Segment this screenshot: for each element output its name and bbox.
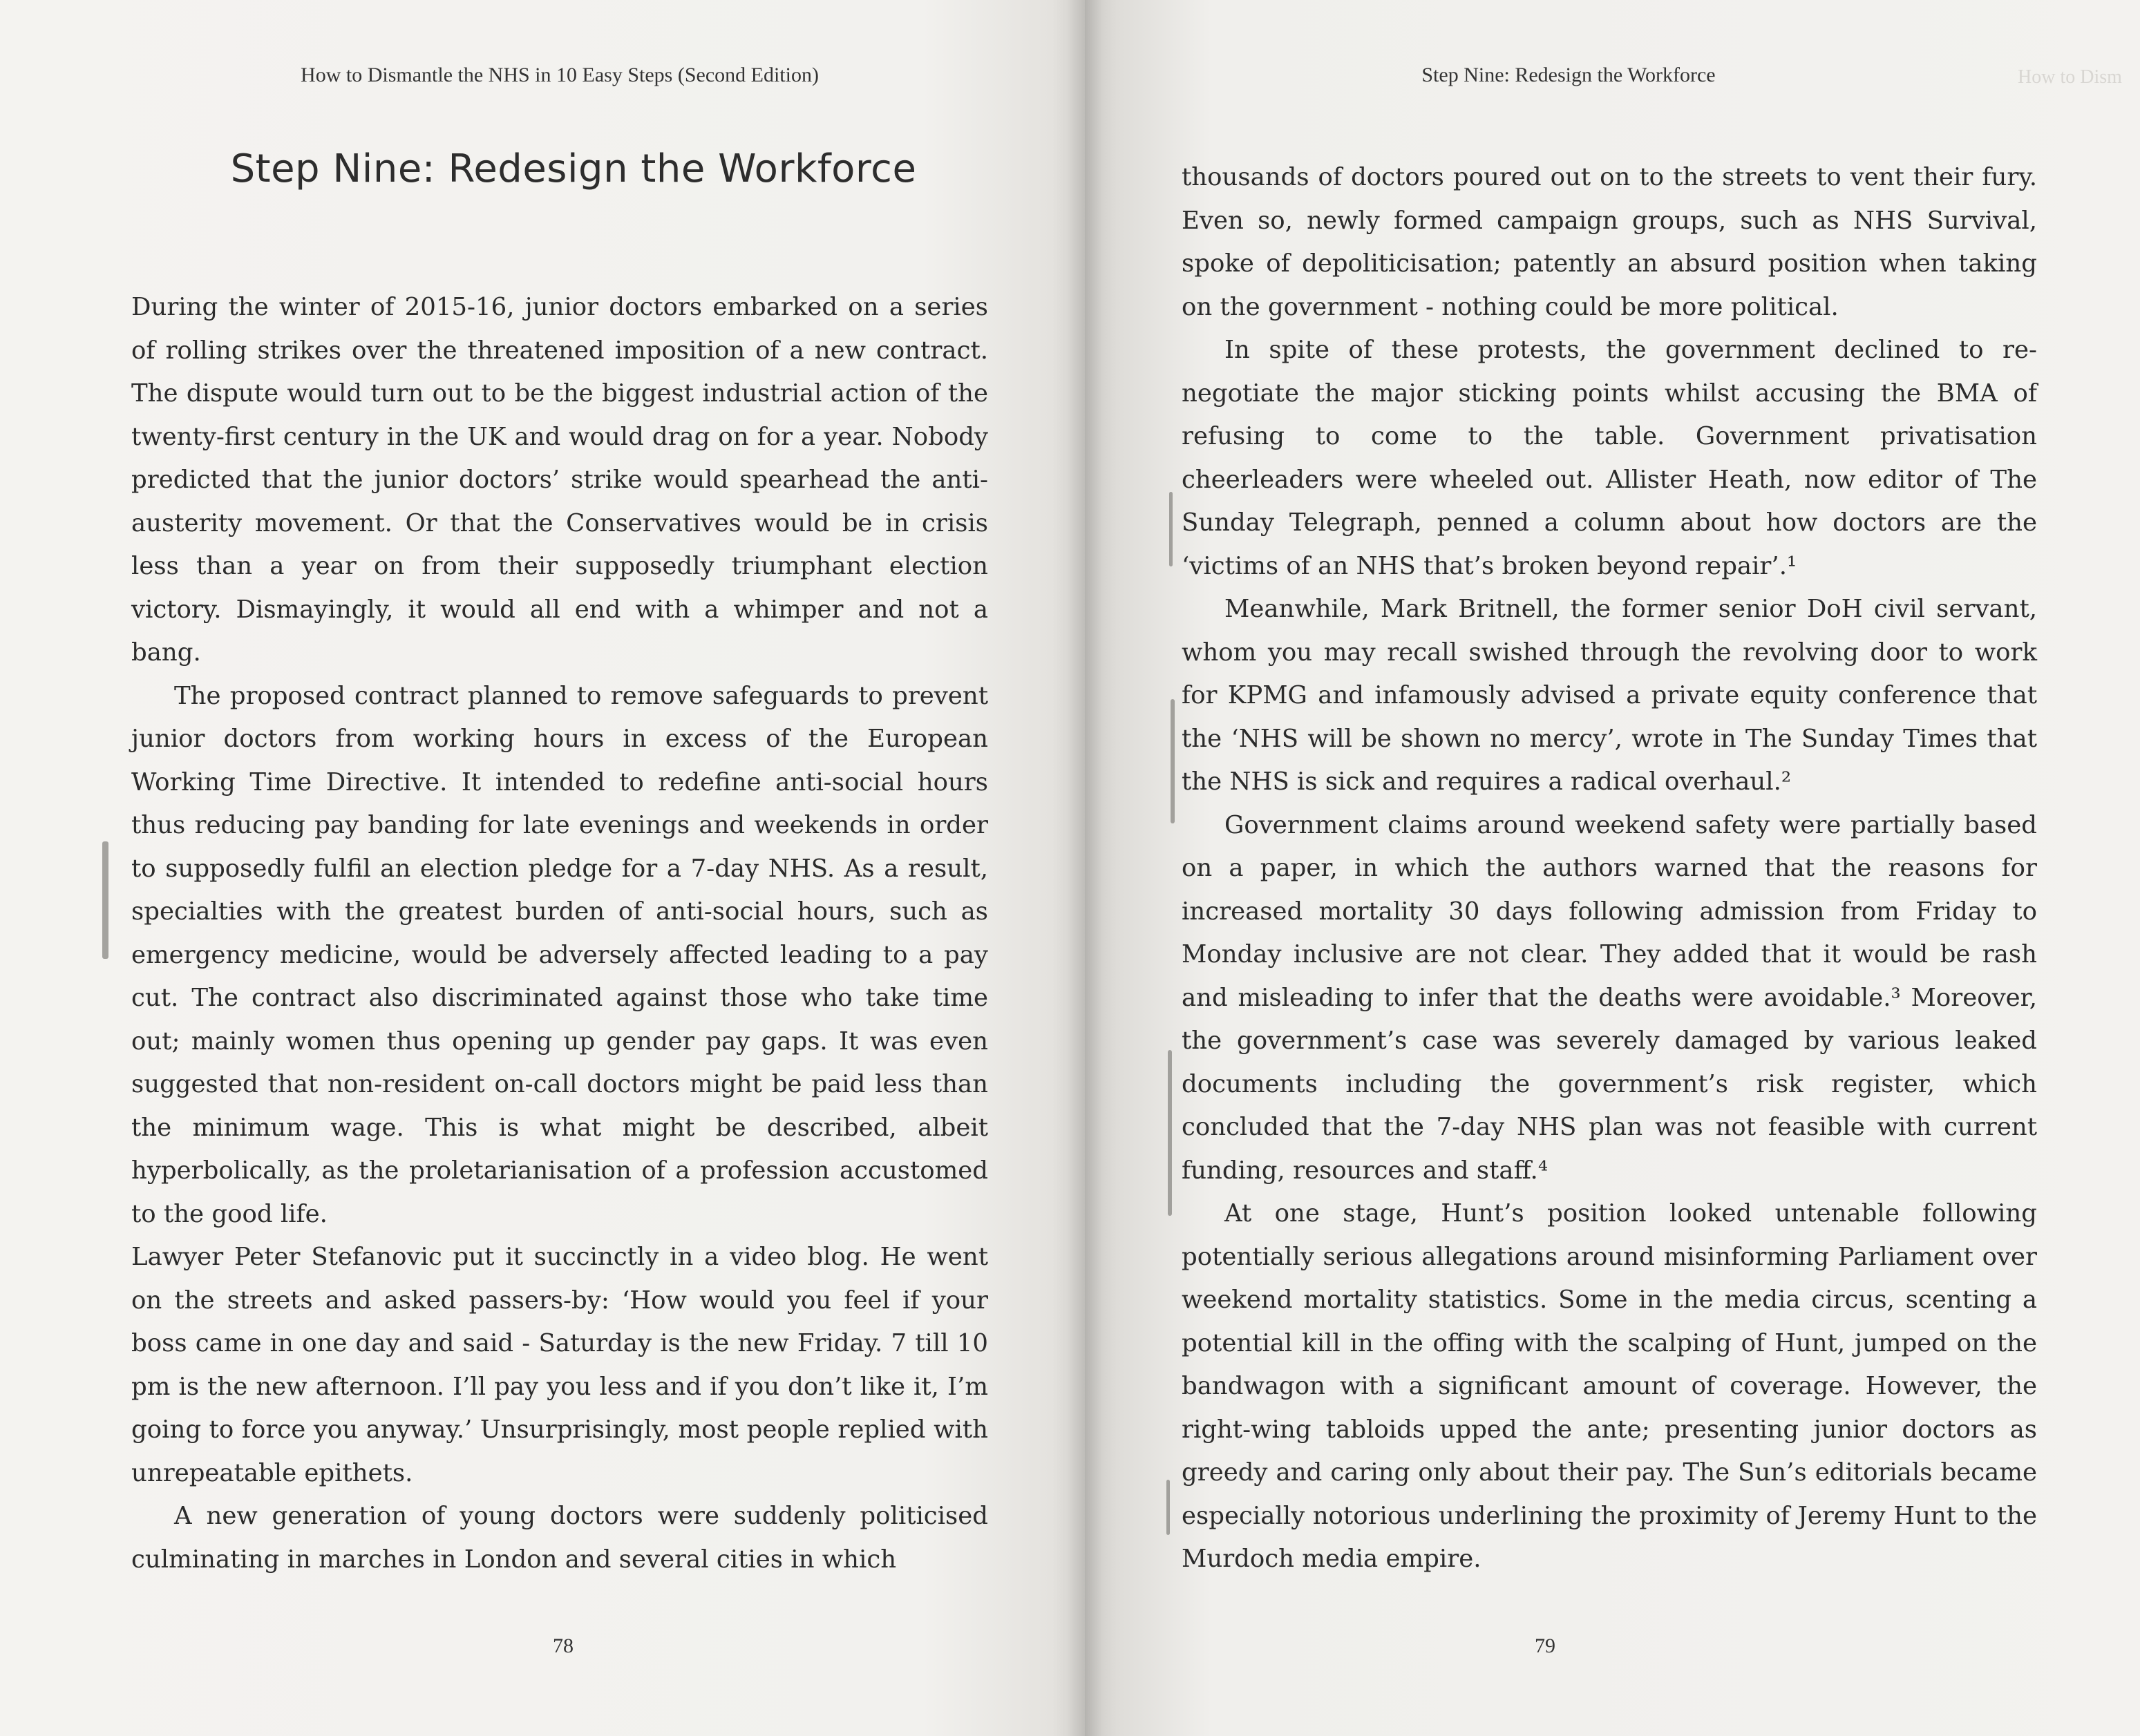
paragraph: At one stage, Hunt’s position looked untenable following potentially serious allegations around misinforming Parliament over weekend mortality statistics. Some in the media circus, scenting a potential kill in the offing with the scalping of Hunt, jumped on the bandwagon with a significant amount of coverage. However, the right-wing tabloids upped the ante; presenting junior doctors as greedy and caring only about their pay. The Sun’s editorials became especially notorious underlining the proximity of Jeremy Hunt to the Murdoch media empire.: [1182, 1199, 2037, 1573]
left-body-text: [131, 286, 988, 1581]
pencil-mark: [1171, 699, 1175, 823]
show-through-text: How to Dism: [2018, 66, 2122, 88]
paragraph: Lawyer Peter Stefanovic put it succinctly in a video blog. He went on the streets and asked passers-by: ‘How would you feel if your boss came in one day and said - Saturday is the new Friday. 7 till 10 pm is the new afternoon. I’ll pay you less and if you don’t like it, I’m going to force you anyway.’ Unsurprisingly, most people replied with unrepeatable epithets.: [131, 1243, 988, 1487]
gutter-shadow: [1067, 0, 1085, 1736]
paragraph: During the winter of 2015-16, junior doctors embarked on a series of rolling strikes over the threatened imposition of a new contract. The dispute would turn out to be the biggest industrial action of the twenty-first century in the UK and would drag on for a year. Nobody predicted that the junior doctors’ strike would spearhead the anti-austerity movement. Or that the Conservatives would be in crisis less than a year on from their supposedly triumphant election victory. Dismayingly, it would all end with a whimper and not a bang.: [131, 293, 988, 667]
paragraph: In spite of these protests, the government declined to re-negotiate the major sticking points whilst accusing the BMA of refusing to come to the table. Government privatisation cheerleaders were wheeled out. Allister Heath, now editor of The Sunday Telegraph, penned a column about how doctors are the ‘victims of an NHS that’s broken beyond repair’.¹: [1182, 336, 2037, 580]
page-number-left: 78: [553, 1634, 574, 1657]
running-head-right: Step Nine: Redesign the Workforce: [1421, 64, 1716, 86]
page-number-right: 79: [1535, 1634, 1555, 1657]
chapter-title: Step Nine: Redesign the Workforce: [230, 146, 917, 191]
right-page: [1085, 0, 2140, 1736]
pencil-mark: [1166, 1480, 1170, 1535]
paragraph: A new generation of young doctors were suddenly politicised culminating in marches in London and several cities in which: [131, 1502, 988, 1574]
gutter-shadow: [1085, 0, 1103, 1736]
pencil-mark: [1168, 1050, 1172, 1216]
paragraph: thousands of doctors poured out on to the streets to vent their fury. Even so, newly formed campaign groups, such as NHS Survival, spoke of depoliticisation; patently an absurd position when taking on the government - nothing could be more political.: [1182, 163, 2037, 321]
running-head-left: How to Dismantle the NHS in 10 Easy Steps (Second Edition): [301, 64, 819, 86]
paragraph: Meanwhile, Mark Britnell, the former senior DoH civil servant, whom you may recall swished through the revolving door to work for KPMG and infamously advised a private equity conference that the ‘NHS will be shown no mercy’, wrote in The Sunday Times that the NHS is sick and requires a radical overhaul.²: [1182, 595, 2037, 796]
paragraph: The proposed contract planned to remove safeguards to prevent junior doctors from working hours in excess of the European Working Time Directive. It intended to redefine anti-social hours thus reducing pay banding for late evenings and weekends in order to supposedly fulfil an election pledge for a 7-day NHS. As a result, specialties with the greatest burden of anti-social hours, such as emergency medicine, would be adversely affected leading to a pay cut. The contract also discriminated against those who take time out; mainly women thus opening up gender pay gaps. It was even suggested that non-resident on-call doctors might be paid less than the minimum wage. This is what might be described, albeit hyperbolically, as the proletarianisation of a profession accustomed to the good life.: [131, 681, 988, 1228]
paragraph: Government claims around weekend safety were partially based on a paper, in which the authors warned that the reasons for increased mortality 30 days following admission from Friday to Monday inclusive are not clear. They added that it would be rash and misleading to infer that the deaths were avoidable.³ Moreover, the government’s case was severely damaged by various leaked documents including the government’s risk register, which concluded that the 7-day NHS plan was not feasible with current funding, resources and staff.⁴: [1182, 810, 2037, 1185]
pencil-mark: [1169, 492, 1173, 566]
pencil-mark: [102, 841, 108, 959]
right-body-text: [1182, 156, 2037, 1581]
